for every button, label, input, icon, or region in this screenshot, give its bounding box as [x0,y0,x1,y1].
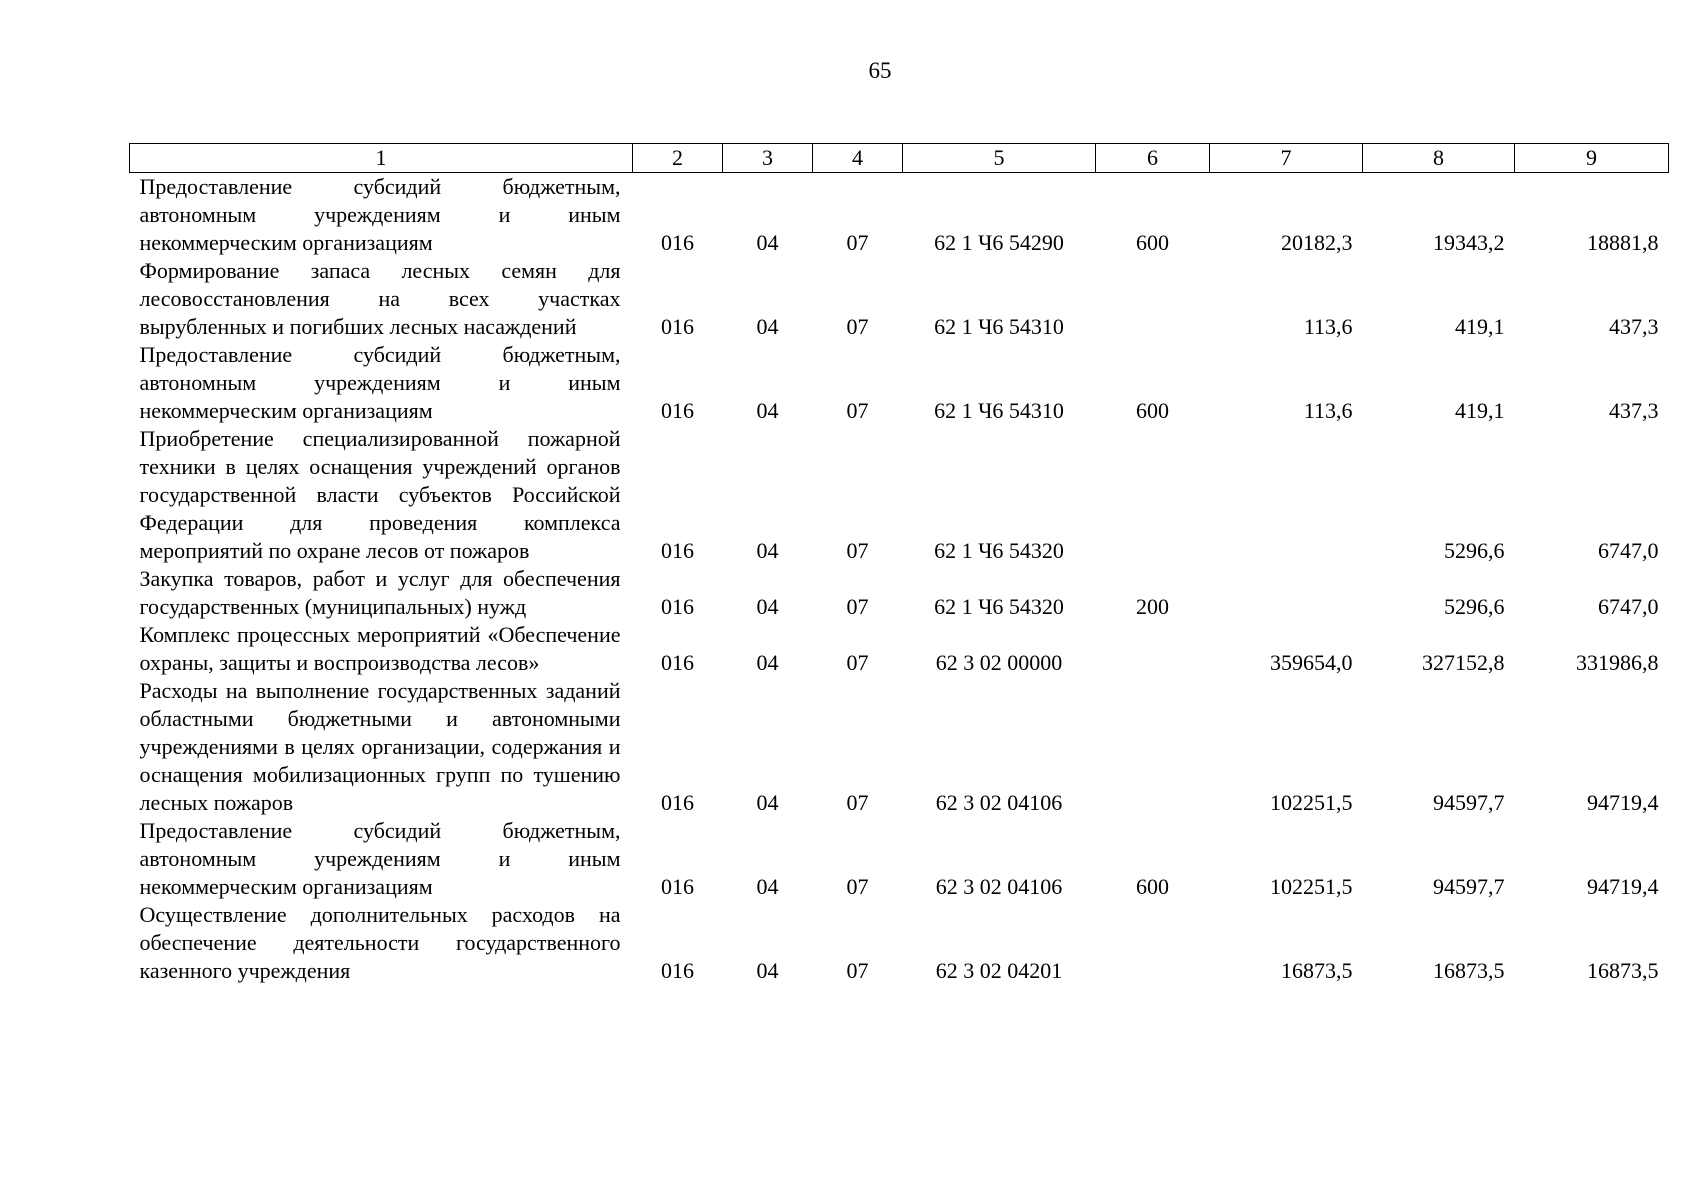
amount-col8: 419,1 [1455,398,1505,423]
table-row [130,901,1669,985]
ministry-code: 016 [661,398,694,423]
amount-col9: 6747,0 [1598,538,1659,563]
expense-type-code: 600 [1136,398,1169,423]
ministry-code: 016 [661,958,694,983]
amount-col7: 20182,3 [1281,230,1353,255]
amount-col9: 18881,8 [1587,230,1659,255]
expense-type-code: 600 [1136,874,1169,899]
table-row [130,341,1669,425]
target-code: 62 3 02 04201 [935,958,1063,983]
ministry-code: 016 [661,594,694,619]
ministry-code: 016 [661,650,694,675]
target-code: 62 1 Ч6 54310 [934,314,1064,339]
ministry-code: 016 [661,230,694,255]
table-header-row [130,144,1669,173]
table-row [130,565,1669,621]
subsection-code: 07 [846,398,869,423]
section-code: 04 [756,314,779,339]
amount-col9: 331986,8 [1576,650,1659,675]
target-code: 62 1 Ч6 54290 [934,230,1064,255]
column-header: 1 [130,144,633,173]
column-header: 8 [1363,144,1515,173]
section-code: 04 [756,398,779,423]
table-row [130,817,1669,901]
expense-type-code [1096,425,1210,565]
section-code: 04 [756,594,779,619]
expense-type-code: 200 [1136,594,1169,619]
row-name: Комплекс процессных мероприятий «Обеспечение охраны, защиты и воспроизводства лесов» [139,622,621,675]
table-row [130,621,1669,677]
section-code: 04 [756,230,779,255]
ministry-code: 016 [661,874,694,899]
table-body [130,173,1669,986]
expense-type-code: 600 [1136,230,1169,255]
ministry-code: 016 [661,314,694,339]
row-name: Предоставление субсидий бюджетным, автономным учреждениям и иным некоммерческим организациям [139,818,621,899]
amount-col8: 16873,5 [1433,958,1505,983]
section-code: 04 [756,790,779,815]
table-row [130,257,1669,341]
amount-col9: 437,3 [1609,398,1659,423]
expense-type-code [1096,901,1210,985]
subsection-code: 07 [846,538,869,563]
amount-col7 [1210,565,1363,621]
subsection-code: 07 [846,790,869,815]
amount-col9: 94719,4 [1587,790,1659,815]
amount-col9: 94719,4 [1587,874,1659,899]
section-code: 04 [756,650,779,675]
column-header: 5 [903,144,1096,173]
amount-col8: 5296,6 [1444,538,1505,563]
amount-col9: 437,3 [1609,314,1659,339]
target-code: 62 3 02 00000 [935,650,1063,675]
expense-type-code [1096,257,1210,341]
target-code: 62 1 Ч6 54320 [934,538,1064,563]
target-code: 62 3 02 04106 [935,790,1063,815]
amount-col7: 113,6 [1303,314,1353,339]
column-header: 9 [1515,144,1669,173]
amount-col8: 19343,2 [1433,230,1505,255]
column-header: 4 [813,144,903,173]
target-code: 62 1 Ч6 54320 [934,594,1064,619]
amount-col7: 102251,5 [1270,874,1353,899]
subsection-code: 07 [846,594,869,619]
amount-col7 [1210,425,1363,565]
amount-col8: 94597,7 [1433,790,1505,815]
row-name: Расходы на выполнение государственных заданий областными бюджетными и автономными учреждениями в целях организации, содержания и оснащения мобилизационных групп по тушению лесных пожаров [139,678,621,815]
row-name: Предоставление субсидий бюджетным, автономным учреждениям и иным некоммерческим организациям [139,174,621,255]
subsection-code: 07 [846,958,869,983]
column-header: 7 [1210,144,1363,173]
row-name: Закупка товаров, работ и услуг для обеспечения государственных (муниципальных) нужд [139,566,621,619]
amount-col8: 94597,7 [1433,874,1505,899]
column-header: 3 [723,144,813,173]
section-code: 04 [756,538,779,563]
page-number: 65 [868,58,892,83]
target-code: 62 1 Ч6 54310 [934,398,1064,423]
amount-col9: 16873,5 [1587,958,1659,983]
table-row [130,173,1669,258]
ministry-code: 016 [661,790,694,815]
table-row [130,677,1669,817]
amount-col8: 419,1 [1455,314,1505,339]
table-row [130,425,1669,565]
target-code: 62 3 02 04106 [935,874,1063,899]
section-code: 04 [756,958,779,983]
amount-col7: 102251,5 [1270,790,1353,815]
subsection-code: 07 [846,314,869,339]
expense-type-code [1096,621,1210,677]
amount-col8: 327152,8 [1422,650,1505,675]
amount-col7: 359654,0 [1270,650,1353,675]
subsection-code: 07 [846,230,869,255]
row-name: Формирование запаса лесных семян для лесовосстановления на всех участках вырубленных и погибших лесных насаждений [139,258,621,339]
section-code: 04 [756,874,779,899]
row-name: Предоставление субсидий бюджетным, автономным учреждениям и иным некоммерческим организациям [139,342,621,423]
subsection-code: 07 [846,650,869,675]
amount-col7: 16873,5 [1281,958,1353,983]
row-name: Осуществление дополнительных расходов на обеспечение деятельности государственного казенного учреждения [139,902,621,983]
budget-table [129,143,1669,985]
expense-type-code [1096,677,1210,817]
amount-col7: 113,6 [1303,398,1353,423]
column-header: 6 [1096,144,1210,173]
column-header: 2 [633,144,723,173]
subsection-code: 07 [846,874,869,899]
row-name: Приобретение специализированной пожарной техники в целях оснащения учреждений органов государственной власти субъектов Российской Федерации для проведения комплекса мероприятий по охране лесов от пожаров [139,426,621,563]
amount-col9: 6747,0 [1598,594,1659,619]
amount-col8: 5296,6 [1444,594,1505,619]
ministry-code: 016 [661,538,694,563]
